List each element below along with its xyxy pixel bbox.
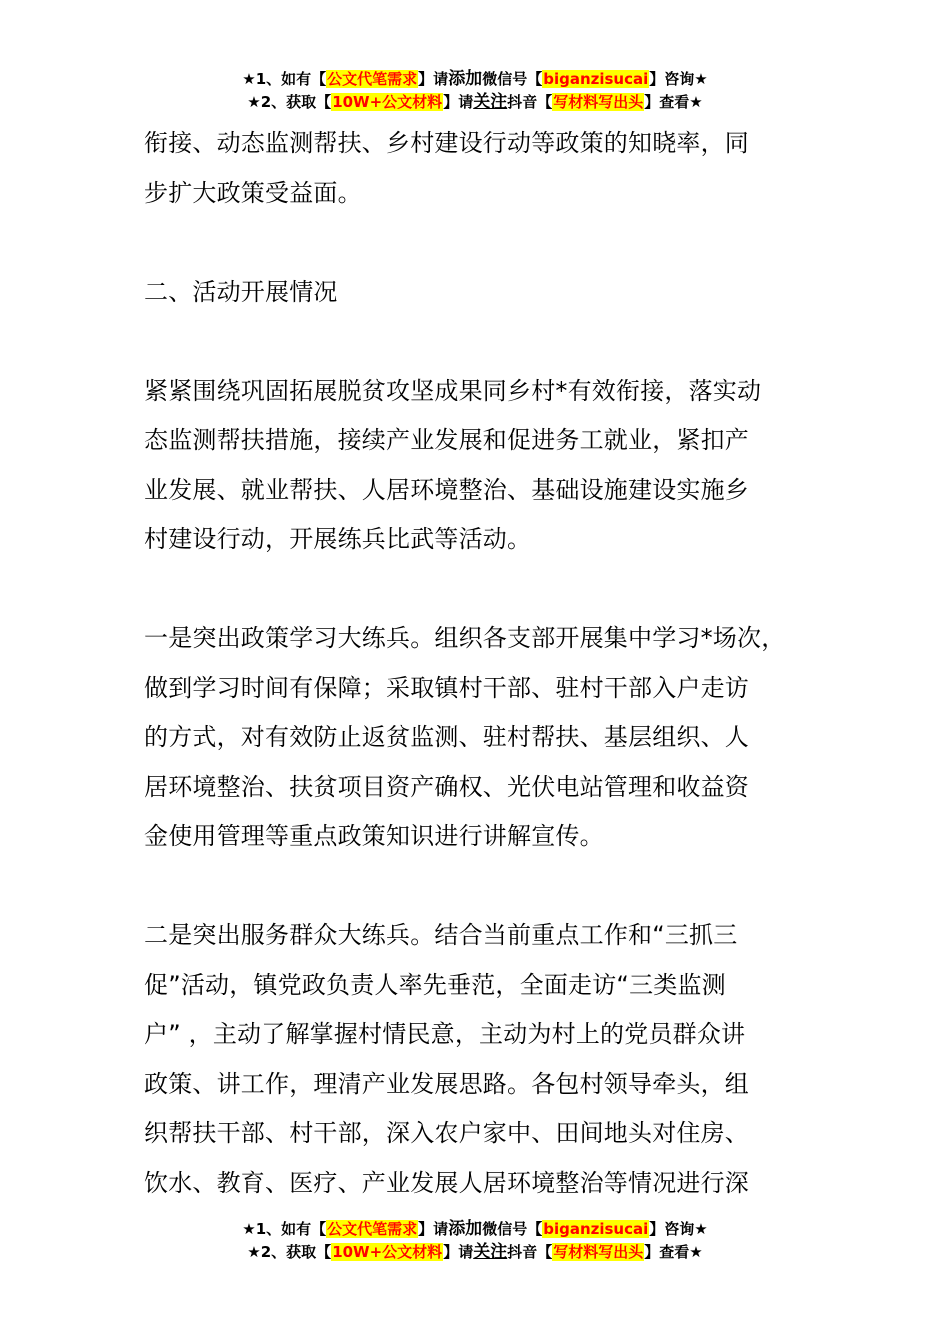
text-line: 的方式，对有效防止返贫监测、驻村帮扶、基层组织、人: [144, 723, 749, 751]
highlight-douyin-id: 写材料写出头: [553, 93, 644, 111]
paragraph-1: [144, 119, 834, 218]
banner-emphasis: 添加: [448, 69, 483, 89]
text-line: 饮水、教育、医疗、产业发展人居环境整治等情况进行深: [144, 1168, 749, 1197]
banner-text: 微信号【: [482, 70, 543, 88]
highlight-materials: 10W+公文材料: [332, 1243, 443, 1261]
banner-line-1: [0, 68, 950, 91]
highlight-wechat-id: biganzisucai: [543, 70, 649, 88]
banner-text: 微信号【: [482, 1220, 543, 1238]
banner-text: 】咨询★: [649, 1220, 708, 1238]
text-line: 态监测帮扶措施，接续产业发展和促进务工就业，紧扣产: [144, 426, 749, 454]
banner-line-2: [0, 91, 950, 114]
footer-banner: [0, 1218, 950, 1264]
text-line: 户” ，主动了解掌握村情民意，主动为村上的党员群众讲: [144, 1020, 746, 1048]
text-line: 居环境整治、扶贫项目资产确权、光伏电站管理和收益资: [144, 772, 749, 801]
highlight-service: 公文代笔需求: [327, 70, 418, 88]
star-icon: ★: [247, 93, 261, 111]
banner-text: 】请: [418, 1220, 449, 1238]
banner-text: 】请: [443, 1243, 474, 1261]
text-line: 衔接、动态监测帮扶、乡村建设行动等政策的知晓率，同: [144, 129, 749, 157]
text-line: 金使用管理等重点政策知识进行讲解宣传。: [144, 822, 604, 850]
banner-text: 】请: [443, 93, 474, 111]
text-line: 二是突出服务群众大练兵。结合当前重点工作和“三抓三: [144, 921, 738, 949]
text-line: 一是突出政策学习大练兵。组织各支部开展集中学习*场次，: [144, 624, 786, 652]
star-icon: ★: [242, 1220, 256, 1238]
text-line: 村建设行动，开展练兵比武等活动。: [144, 525, 532, 553]
banner-text: 抖音【: [507, 93, 553, 111]
banner-text: 】查看★: [644, 1243, 703, 1261]
banner-text: 抖音【: [507, 1243, 553, 1261]
star-icon: ★: [242, 70, 256, 88]
banner-emphasis: 添加: [448, 1219, 483, 1239]
paragraph-3: [144, 614, 834, 862]
banner-text: 2、获取【: [260, 1243, 332, 1261]
text-line: 政策、讲工作，理清产业发展思路。各包村领导牵头，组: [144, 1069, 749, 1098]
banner-emphasis: 关注: [473, 92, 508, 112]
banner-text: 】请: [418, 70, 449, 88]
text-line: 做到学习时间有保障；采取镇村干部、驻村干部入户走访: [144, 673, 749, 702]
banner-text: 】查看★: [644, 93, 703, 111]
banner-text: 1、如有【: [255, 1220, 327, 1238]
banner-text: 2、获取【: [260, 93, 332, 111]
star-icon: ★: [247, 1243, 261, 1261]
highlight-wechat-id: biganzisucai: [543, 1220, 649, 1238]
document-body: [144, 119, 834, 1208]
text-line: 紧紧围绕巩固拓展脱贫攻坚成果同乡村*有效衔接，落实动: [144, 376, 762, 405]
banner-emphasis: 关注: [473, 1242, 508, 1262]
section-heading: [144, 268, 834, 318]
highlight-service: 公文代笔需求: [327, 1220, 418, 1238]
text-line: 步扩大政策受益面。: [144, 178, 362, 207]
paragraph-2: [144, 367, 834, 565]
banner-line-2: [0, 1241, 950, 1264]
text-line: 织帮扶干部、村干部，深入农户家中、田间地头对住房、: [144, 1119, 749, 1147]
paragraph-4: [144, 911, 834, 1208]
banner-text: 1、如有【: [255, 70, 327, 88]
text-line: 促”活动，镇党政负责人率先垂范，全面走访“三类监测: [144, 970, 726, 999]
highlight-materials: 10W+公文材料: [332, 93, 443, 111]
banner-text: 】咨询★: [649, 70, 708, 88]
header-banner: [0, 68, 950, 114]
highlight-douyin-id: 写材料写出头: [553, 1243, 644, 1261]
text-line: 业发展、就业帮扶、人居环境整治、基础设施建设实施乡: [144, 475, 749, 504]
heading-text: 二、活动开展情况: [144, 277, 338, 306]
banner-line-1: [0, 1218, 950, 1241]
